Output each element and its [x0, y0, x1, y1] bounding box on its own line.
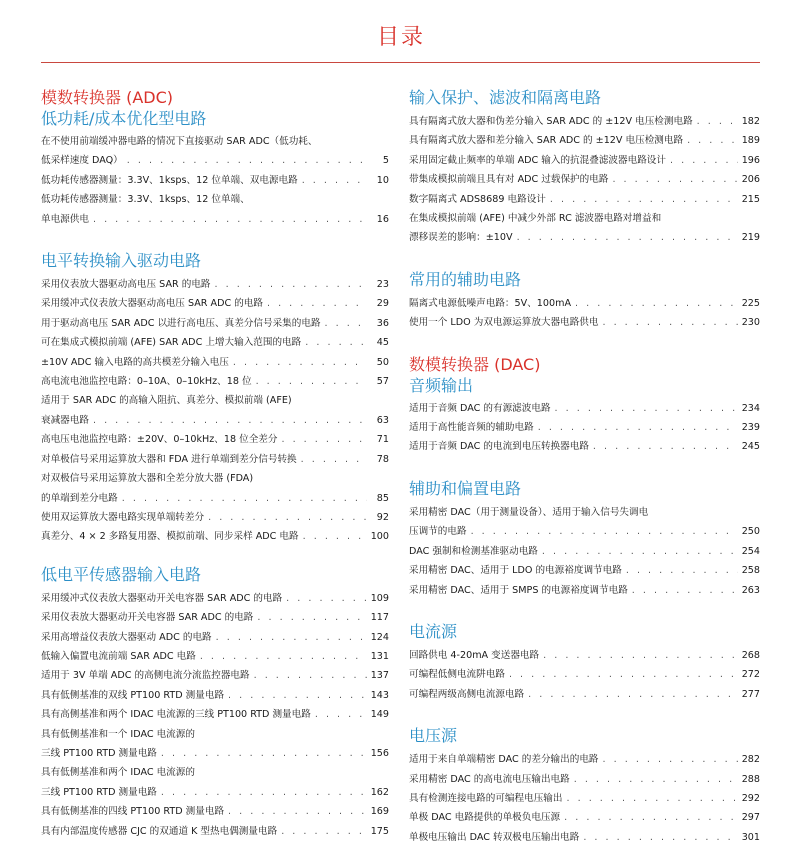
toc-entry[interactable]: [41, 333, 389, 352]
toc-entry[interactable]: [409, 808, 760, 827]
section-title: 辅助和偏置电路: [409, 478, 522, 498]
page-number: 268: [741, 649, 760, 661]
entry-title: 数字隔离式 ADS8689 电路设计: [409, 193, 546, 205]
dot-leader: [200, 647, 367, 666]
dot-leader: [228, 802, 367, 821]
dot-leader: [471, 522, 738, 541]
page-number: 100: [370, 531, 389, 543]
entry-title: 采用精密 DAC、适用于 SMPS 的电源裕度调节电路: [409, 584, 628, 596]
page-number: 162: [370, 786, 389, 798]
toc-entry[interactable]: [41, 686, 389, 705]
page-number: 189: [741, 135, 760, 147]
dot-leader: [216, 628, 367, 647]
toc-entry[interactable]: [41, 705, 389, 724]
page-number: 263: [741, 584, 760, 596]
dot-leader: [602, 313, 737, 332]
page-number: 124: [370, 631, 389, 643]
page-number: 45: [376, 337, 389, 349]
toc-entry[interactable]: [41, 508, 389, 527]
entry-title: 低功耗传感器测量：3.3V、1ksps、12 位单端、: [41, 194, 250, 206]
page-number: 29: [376, 298, 389, 310]
toc-entry[interactable]: [41, 647, 389, 666]
toc-entry[interactable]: [409, 750, 760, 769]
right-toc-column: [409, 88, 760, 857]
toc-entry[interactable]: [41, 589, 389, 608]
dot-leader: [564, 808, 738, 827]
entry-title: 使用一个 LDO 为双电源运算放大器电路供电: [409, 317, 599, 329]
dot-leader: [208, 508, 367, 527]
section-title: 输入保护、滤波和隔离电路: [409, 88, 602, 107]
entry-title: 具有低侧基准和一个 IDAC 电流源的: [41, 728, 195, 740]
page-number: 137: [370, 670, 389, 682]
entry-title: 采用固定截止频率的单端 ADC 输入的抗混叠滤波器电路设计: [409, 154, 666, 166]
toc-entry[interactable]: [41, 171, 389, 190]
dot-leader: [574, 770, 738, 789]
toc-section: [409, 726, 760, 847]
toc-entry[interactable]: [409, 190, 760, 209]
dot-leader: [315, 705, 367, 724]
page-number: 85: [376, 492, 389, 504]
toc-entry[interactable]: [41, 132, 389, 171]
entry-title: 真差分、4 × 2 多路复用器、模拟前端、同步采样 ADC 电路: [41, 531, 299, 543]
page-number: 78: [376, 453, 389, 465]
entry-title: 压调节的电路: [409, 526, 467, 538]
dot-leader: [632, 581, 738, 600]
page-number: 50: [376, 356, 389, 368]
entry-title: 隔离式电源低噪声电路：5V、100mA: [409, 297, 572, 309]
entry-title: 采用精密 DAC（用于测量设备）、适用于输入信号失调电: [409, 506, 649, 518]
entry-title: 回路供电 4-20mA 变送器电路: [409, 649, 540, 661]
dot-leader: [256, 372, 367, 391]
entry-title: 具有检测连接电路的可编程电压输出: [409, 792, 563, 804]
toc-entry[interactable]: [409, 828, 760, 847]
toc-entry[interactable]: [41, 822, 389, 841]
dot-leader: [122, 489, 367, 508]
toc-section: [409, 88, 760, 248]
page-number: 258: [741, 565, 760, 577]
toc-entry[interactable]: [41, 450, 389, 469]
section-title: 低电平传感器输入电路: [41, 564, 202, 584]
toc-entry[interactable]: [41, 763, 389, 802]
page-number: 149: [370, 709, 389, 721]
section-title: 电平转换输入驱动电路: [41, 251, 202, 271]
toc-section: [41, 251, 389, 547]
dot-leader: [517, 228, 738, 247]
toc-entry[interactable]: [41, 314, 389, 333]
page-number: 109: [370, 592, 389, 604]
dot-leader: [93, 411, 367, 430]
toc-entry[interactable]: [41, 527, 389, 546]
page-number: 301: [741, 831, 760, 843]
dot-leader: [538, 418, 738, 437]
dot-leader: [257, 608, 366, 627]
page-number: 272: [741, 669, 760, 681]
toc-entry[interactable]: [41, 666, 389, 685]
entry-title: ±10V ADC 输入电路的高共模差分输入电压: [41, 356, 229, 368]
dot-leader: [528, 685, 738, 704]
entry-title: 使用双运算放大器电路实现单端转差分: [41, 511, 205, 523]
dot-leader: [93, 210, 367, 229]
entry-title: 适用于音频 DAC 的有源滤波电路: [409, 402, 551, 414]
page-number: 196: [741, 154, 760, 166]
entry-title: 具有高侧基准和两个 IDAC 电流源的三线 PT100 RTD 测量电路: [41, 709, 311, 721]
section-title: 电流源: [409, 621, 458, 641]
toc-entry[interactable]: [41, 469, 389, 508]
entry-title: 在不使用前端缓冲器电路的情况下直接驱动 SAR ADC（低功耗、: [41, 136, 318, 147]
page-number: 131: [370, 650, 389, 662]
dot-leader: [281, 822, 367, 841]
page-number: 288: [741, 773, 760, 785]
entry-title: 带集成模拟前端且具有对 ADC 过载保护的电路: [409, 174, 609, 186]
toc-entry[interactable]: [409, 542, 760, 561]
toc-entry[interactable]: [41, 391, 389, 430]
page-number: 16: [376, 213, 389, 225]
page-number: 234: [741, 402, 760, 414]
dot-leader: [161, 744, 367, 763]
dot-leader: [281, 430, 367, 449]
toc-entry[interactable]: [409, 151, 760, 170]
dot-leader: [697, 112, 738, 131]
page-number: 63: [376, 414, 389, 426]
toc-entry[interactable]: [409, 418, 760, 437]
page-number: 182: [741, 116, 760, 127]
entry-title: 采用缓冲式仪表放大器驱动高电压 SAR ADC 的电路: [41, 298, 263, 310]
entry-title: 具有低侧基准的四线 PT100 RTD 测量电路: [41, 806, 225, 818]
section-title: 电压源: [409, 726, 458, 746]
left-toc-column: [41, 88, 389, 851]
page-number: 71: [376, 434, 389, 446]
toc-entry[interactable]: [41, 628, 389, 647]
toc-entry[interactable]: [41, 802, 389, 821]
entry-title: 单极电压输出 DAC 转双极电压输出电路: [409, 831, 580, 843]
entry-title: 采用仪表放大器驱动开关电容器 SAR ADC 的电路: [41, 612, 254, 624]
entry-title: 具有低侧基准和两个 IDAC 电流源的: [41, 767, 195, 779]
page-number: 215: [741, 193, 760, 205]
entry-title: 可编程低侧电流阱电路: [409, 669, 505, 681]
toc-entry[interactable]: [409, 581, 760, 600]
page-number: 175: [370, 825, 389, 837]
dot-leader: [509, 665, 738, 684]
section-subtitle: 音频输出: [409, 375, 474, 395]
toc-entry[interactable]: [409, 399, 760, 418]
dot-leader: [303, 527, 367, 546]
entry-title: 对单极信号采用运算放大器和 FDA 进行单端到差分信号转换: [41, 453, 297, 465]
page-number: 57: [376, 376, 389, 388]
dot-leader: [612, 170, 737, 189]
section-subtitle: 低功耗/成本优化型电路: [41, 109, 207, 128]
dot-leader: [575, 294, 738, 313]
toc-entry[interactable]: [41, 725, 389, 764]
entry-title: 在集成模拟前端 (AFE) 中减少外部 RC 滤波器电路对增益和: [409, 213, 662, 225]
entry-title: 三线 PT100 RTD 测量电路: [41, 747, 157, 759]
page-number: 169: [370, 806, 389, 818]
toc-section: [409, 355, 760, 457]
dot-leader: [305, 333, 367, 352]
page-number: 117: [370, 612, 389, 624]
entry-title: 的单端到差分电路: [41, 492, 118, 504]
page-number: 230: [741, 317, 760, 329]
toc-entry[interactable]: [41, 190, 389, 229]
toc-section: [409, 479, 760, 600]
entry-title: 低采样速度 DAQ）: [41, 155, 123, 167]
entry-title: DAC 强制和检测基准驱动电路: [409, 545, 538, 557]
entry-title: 低功耗传感器测量：3.3V、1ksps、12 位单端、双电源电路: [41, 174, 298, 186]
toc-section: [409, 622, 760, 704]
toc-entry[interactable]: [409, 112, 760, 131]
dot-leader: [567, 789, 738, 808]
toc-entry[interactable]: [409, 170, 760, 189]
toc-entry[interactable]: [409, 561, 760, 580]
entry-title: 对双极信号采用运算放大器和全差分放大器 (FDA): [41, 473, 254, 485]
entry-title: 具有内部温度传感器 CJC 的双通道 K 型热电偶测量电路: [41, 825, 278, 837]
dot-leader: [670, 151, 738, 170]
page-number: 5: [382, 155, 389, 167]
dot-leader: [325, 314, 367, 333]
page-number: 277: [741, 688, 760, 700]
entry-title: 适用于 SAR ADC 的高输入阻抗、真差分、模拟前端 (AFE): [41, 395, 292, 407]
dot-leader: [267, 294, 367, 313]
dot-leader: [301, 450, 367, 469]
dot-leader: [550, 190, 738, 209]
toc-entry[interactable]: [409, 131, 760, 150]
toc-entry[interactable]: [41, 353, 389, 372]
entry-title: 三线 PT100 RTD 测量电路: [41, 786, 157, 798]
dot-leader: [687, 131, 738, 150]
page-number: 156: [370, 747, 389, 759]
page-number: 10: [376, 174, 389, 186]
entry-title: 漂移误差的影响：±10V: [409, 232, 513, 244]
toc-entry[interactable]: [409, 789, 760, 808]
section-title: 模数转换器 (ADC): [41, 88, 174, 107]
entry-title: 单极 DAC 电路提供的单极负电压源: [409, 812, 561, 824]
dot-leader: [302, 171, 367, 190]
page-number: 250: [741, 526, 760, 538]
toc-entry[interactable]: [409, 770, 760, 789]
dot-leader: [593, 437, 738, 456]
dot-leader: [555, 399, 738, 418]
toc-entry[interactable]: [41, 430, 389, 449]
dot-leader: [161, 783, 367, 802]
entry-title: 适用于来自单端精密 DAC 的差分输出的电路: [409, 754, 599, 766]
title-divider: [41, 62, 760, 63]
toc-section: [41, 88, 389, 229]
toc-entry[interactable]: [409, 313, 760, 332]
toc-entry[interactable]: [409, 209, 760, 248]
toc-entry[interactable]: [41, 372, 389, 391]
entry-title: 单电源供电: [41, 213, 89, 225]
entry-title: 衰减器电路: [41, 414, 89, 426]
toc-entry[interactable]: [409, 437, 760, 456]
entry-title: 用于驱动高电压 SAR ADC 以进行高电压、真差分信号采集的电路: [41, 317, 321, 329]
dot-leader: [127, 151, 367, 170]
entry-title: 适用于音频 DAC 的电流到电压转换器电路: [409, 441, 589, 453]
entry-title: 采用仪表放大器驱动高电压 SAR 的电路: [41, 279, 211, 291]
dot-leader: [228, 686, 367, 705]
toc-entry[interactable]: [409, 503, 760, 542]
toc-entry[interactable]: [409, 294, 760, 313]
page-number: 206: [741, 174, 760, 186]
entry-title: 采用缓冲式仪表放大器驱动开关电容器 SAR ADC 的电路: [41, 592, 283, 604]
toc-entry[interactable]: [409, 685, 760, 704]
entry-title: 采用精密 DAC 的高电流电压输出电路: [409, 773, 570, 785]
toc-section: [409, 270, 760, 333]
section-title: 数模转换器 (DAC): [409, 354, 541, 374]
entry-title: 采用高增益仪表放大器驱动 ADC 的电路: [41, 631, 212, 643]
dot-leader: [233, 353, 367, 372]
entry-title: 低输入偏置电流前端 SAR ADC 电路: [41, 650, 196, 662]
page-number: 36: [376, 317, 389, 329]
entry-title: 适用于高性能音频的辅助电路: [409, 422, 534, 434]
entry-title: 采用精密 DAC、适用于 LDO 的电源裕度调节电路: [409, 565, 622, 577]
section-title: 常用的辅助电路: [409, 269, 522, 289]
toc-entry[interactable]: [409, 665, 760, 684]
dot-leader: [254, 666, 367, 685]
page-number: 282: [741, 754, 760, 766]
dot-leader: [542, 542, 738, 561]
page-number: 225: [741, 297, 760, 309]
dot-leader: [603, 750, 738, 769]
page-title: 目录: [376, 25, 425, 50]
page-number: 143: [370, 689, 389, 701]
entry-title: 适用于 3V 单端 ADC 的高侧电流分流监控器电路: [41, 670, 250, 682]
dot-leader: [543, 646, 738, 665]
entry-title: 高电流电池监控电路：0–10A、0–10kHz、18 位: [41, 376, 252, 388]
entry-title: 具有隔离式放大器和差分输入 SAR ADC 的 ±12V 电压检测电路: [409, 135, 684, 147]
toc-entry[interactable]: [41, 608, 389, 627]
dot-leader: [286, 589, 367, 608]
page-number: 254: [741, 545, 760, 557]
entry-title: 可在集成式模拟前端 (AFE) SAR ADC 上增大输入范围的电路: [41, 337, 302, 349]
entry-title: 具有隔离式放大器和伪差分输入 SAR ADC 的 ±12V 电压检测电路: [409, 116, 693, 127]
entry-title: 高电压电池监控电路：±20V、0–10kHz、18 位全差分: [41, 434, 278, 446]
page-number: 292: [741, 792, 760, 804]
toc-entry[interactable]: [409, 646, 760, 665]
dot-leader: [215, 275, 367, 294]
entry-title: 具有低侧基准的双线 PT100 RTD 测量电路: [41, 689, 225, 701]
page-number: 245: [741, 441, 760, 453]
page-number: 23: [376, 279, 389, 291]
toc-entry[interactable]: [41, 275, 389, 294]
page-number: 92: [376, 511, 389, 523]
page-number: 297: [741, 812, 760, 824]
entry-title: 可编程两级高侧电流源电路: [409, 688, 525, 700]
toc-entry[interactable]: [41, 294, 389, 313]
dot-leader: [626, 561, 738, 580]
dot-leader: [583, 828, 737, 847]
page-number: 219: [741, 232, 760, 244]
toc-section: [41, 565, 389, 841]
page-number: 239: [741, 422, 760, 434]
